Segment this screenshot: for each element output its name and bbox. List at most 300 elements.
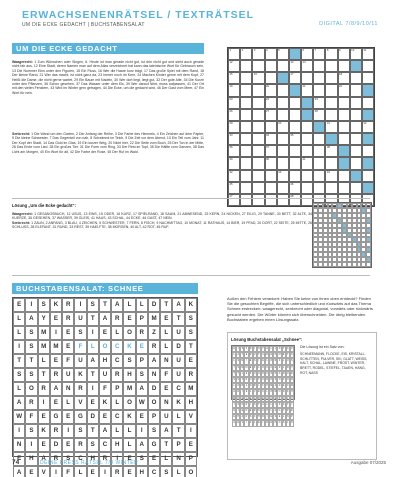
wordsearch-letter[interactable]: D [172,340,184,354]
crossword-cell[interactable] [277,60,289,72]
wordsearch-letter[interactable]: S [185,312,197,326]
crossword-cell[interactable] [277,133,289,145]
wordsearch-letter[interactable]: O [99,340,111,354]
wordsearch-letter[interactable]: E [87,396,99,410]
crossword-cell[interactable] [338,109,350,121]
wordsearch-letter[interactable]: T [172,312,184,326]
wordsearch-letter[interactable]: A [160,424,172,438]
wordsearch-letter[interactable]: R [38,382,50,396]
wordsearch-letter[interactable]: I [99,466,111,477]
wordsearch-letter[interactable]: L [123,298,135,312]
crossword-cell[interactable] [350,157,362,169]
crossword-cell[interactable] [252,72,264,84]
wordsearch-letter[interactable]: N [62,382,74,396]
wordsearch-letter[interactable]: E [160,382,172,396]
crossword-cell[interactable] [265,97,277,109]
wordsearch-letter[interactable]: L [13,326,25,340]
crossword-cell[interactable] [289,121,301,133]
wordsearch-letter[interactable]: N [148,368,160,382]
wordsearch-letter[interactable]: A [136,382,148,396]
crossword-cell[interactable] [252,182,264,194]
crossword-cell[interactable] [338,97,350,109]
crossword-cell[interactable] [325,182,337,194]
crossword-cell[interactable] [301,157,313,169]
wordsearch-letter[interactable]: R [62,312,74,326]
crossword-cell[interactable] [265,48,277,60]
wordsearch-letter[interactable]: P [185,452,197,466]
wordsearch-letter[interactable]: P [136,354,148,368]
crossword-cell[interactable] [350,121,362,133]
wordsearch-letter[interactable]: L [160,340,172,354]
wordsearch-letter[interactable]: G [148,438,160,452]
wordsearch-letter[interactable]: I [74,298,86,312]
wordsearch-letter[interactable]: E [50,312,62,326]
wordsearch-letter[interactable]: M [185,382,197,396]
wordsearch-letter[interactable]: K [50,298,62,312]
wordsearch-letter[interactable]: T [185,340,197,354]
crossword-cell[interactable] [289,133,301,145]
crossword-cell[interactable] [252,133,264,145]
crossword-cell[interactable] [289,145,301,157]
crossword-cell[interactable] [313,72,325,84]
crossword-cell[interactable] [240,157,252,169]
wordsearch-letter[interactable]: A [136,438,148,452]
crossword-cell[interactable] [277,170,289,182]
crossword-cell[interactable] [362,97,374,109]
wordsearch-letter[interactable]: O [123,396,135,410]
wordsearch-letter[interactable]: H [87,452,99,466]
wordsearch-letter[interactable]: D [148,382,160,396]
crossword-cell[interactable] [313,84,325,96]
wordsearch-letter[interactable]: F [62,354,74,368]
wordsearch-letter[interactable]: U [99,368,111,382]
wordsearch-letter[interactable]: L [111,424,123,438]
wordsearch-letter[interactable]: R [148,340,160,354]
wordsearch-letter[interactable]: I [25,298,37,312]
wordsearch-letter[interactable]: V [38,466,50,477]
wordsearch-letter[interactable]: U [160,410,172,424]
wordsearch-letter[interactable]: A [87,354,99,368]
wordsearch-letter[interactable]: C [74,452,86,466]
crossword-cell[interactable] [240,48,252,60]
crossword-cell[interactable] [265,145,277,157]
crossword-cell[interactable] [228,72,240,84]
wordsearch-letter[interactable]: T [160,438,172,452]
crossword-cell[interactable] [301,84,313,96]
wordsearch-letter[interactable]: N [160,396,172,410]
wordsearch-letter[interactable]: I [38,396,50,410]
wordsearch-letter[interactable]: U [172,354,184,368]
crossword-cell[interactable] [228,121,240,133]
crossword-cell[interactable] [325,170,337,182]
crossword-cell[interactable] [252,170,264,182]
crossword-cell[interactable] [240,182,252,194]
crossword-cell[interactable] [338,60,350,72]
wordsearch-letter[interactable]: P [111,382,123,396]
crossword-cell[interactable] [325,48,337,60]
wordsearch-letter[interactable]: L [123,424,135,438]
wordsearch-letter[interactable]: S [62,452,74,466]
crossword-cell[interactable] [240,97,252,109]
wordsearch-letter[interactable]: C [99,438,111,452]
wordsearch-letter[interactable]: S [13,368,25,382]
crossword-cell[interactable] [228,182,240,194]
wordsearch-letter[interactable]: O [25,382,37,396]
crossword-cell[interactable] [265,121,277,133]
wordsearch-letter[interactable]: R [111,312,123,326]
crossword-cell[interactable] [362,60,374,72]
wordsearch-letter[interactable]: L [62,396,74,410]
wordsearch-letter[interactable]: R [50,452,62,466]
crossword-cell[interactable] [277,48,289,60]
crossword-cell[interactable] [265,72,277,84]
crossword-cell[interactable] [240,194,252,206]
wordsearch-letter[interactable]: E [38,438,50,452]
wordsearch-letter[interactable]: F [160,368,172,382]
wordsearch-letter[interactable]: I [185,424,197,438]
wordsearch-letter[interactable]: L [160,326,172,340]
crossword-cell[interactable] [325,121,337,133]
crossword-cell[interactable] [252,48,264,60]
wordsearch-letter[interactable]: P [172,438,184,452]
wordsearch-letter[interactable]: E [99,326,111,340]
crossword-cell[interactable] [228,145,240,157]
crossword-cell[interactable] [277,145,289,157]
wordsearch-letter[interactable]: E [38,410,50,424]
crossword-cell[interactable] [240,121,252,133]
crossword-cell[interactable] [325,60,337,72]
wordsearch-letter[interactable]: H [136,466,148,477]
wordsearch-letter[interactable]: E [185,354,197,368]
wordsearch-letter[interactable]: Z [148,326,160,340]
crossword-cell[interactable] [362,48,374,60]
wordsearch-letter[interactable]: L [87,340,99,354]
wordsearch-letter[interactable]: E [13,452,25,466]
wordsearch-letter[interactable]: S [25,326,37,340]
wordsearch-letter[interactable]: F [62,466,74,477]
wordsearch-letter[interactable]: R [50,424,62,438]
crossword-cell[interactable] [265,84,277,96]
crossword-cell[interactable] [301,182,313,194]
wordsearch-letter[interactable]: E [25,466,37,477]
crossword-cell[interactable] [325,157,337,169]
wordsearch-letter[interactable]: C [148,466,160,477]
crossword-cell[interactable] [301,72,313,84]
wordsearch-letter[interactable]: E [148,452,160,466]
wordsearch-letter[interactable]: E [123,466,135,477]
wordsearch-letter[interactable]: R [62,298,74,312]
crossword-cell[interactable] [277,157,289,169]
wordsearch-letter[interactable]: G [50,410,62,424]
wordsearch-letter[interactable]: E [62,340,74,354]
crossword-cell[interactable] [350,133,362,145]
wordsearch-letter[interactable]: E [136,340,148,354]
wordsearch-letter[interactable]: A [38,452,50,466]
crossword-cell[interactable] [350,145,362,157]
wordsearch-letter[interactable]: A [13,466,25,477]
wordsearch-letter[interactable]: C [111,354,123,368]
wordsearch-letter[interactable]: E [62,326,74,340]
wordsearch-letter[interactable]: S [74,326,86,340]
wordsearch-letter[interactable]: K [172,396,184,410]
wordsearch-letter[interactable]: E [62,410,74,424]
crossword-cell[interactable] [338,72,350,84]
wordsearch-letter[interactable]: L [13,382,25,396]
wordsearch-letter[interactable]: R [111,466,123,477]
wordsearch-letter[interactable]: S [148,424,160,438]
crossword-cell[interactable] [277,109,289,121]
crossword-cell[interactable] [240,60,252,72]
wordsearch-letter[interactable]: S [25,368,37,382]
crossword-cell[interactable] [338,133,350,145]
wordsearch-letter[interactable]: K [123,340,135,354]
wordsearch-letter[interactable]: N [160,354,172,368]
crossword-cell[interactable] [265,133,277,145]
crossword-cell[interactable] [277,121,289,133]
crossword-cell[interactable] [277,182,289,194]
crossword-cell[interactable] [313,157,325,169]
wordsearch-letter[interactable]: K [38,424,50,438]
wordsearch-letter[interactable]: A [111,298,123,312]
crossword-cell[interactable] [338,84,350,96]
wordsearch-letter[interactable]: I [13,424,25,438]
crossword-cell[interactable] [350,182,362,194]
crossword-cell[interactable] [301,121,313,133]
crossword-cell[interactable] [313,182,325,194]
crossword-cell[interactable] [338,48,350,60]
wordsearch-letter[interactable]: S [25,340,37,354]
wordsearch-letter[interactable]: O [148,396,160,410]
wordsearch-letter[interactable]: Y [38,312,50,326]
crossword-cell[interactable] [338,121,350,133]
crossword-cell[interactable] [362,121,374,133]
crossword-cell[interactable] [350,48,362,60]
wordsearch-letter[interactable]: L [111,396,123,410]
crossword-grid[interactable] [227,47,375,207]
wordsearch-letter[interactable]: R [136,326,148,340]
wordsearch-letter[interactable]: H [99,354,111,368]
wordsearch-letter[interactable]: U [74,312,86,326]
crossword-cell[interactable] [228,157,240,169]
wordsearch-letter[interactable]: T [87,424,99,438]
wordsearch-letter[interactable]: I [111,452,123,466]
wordsearch-letter[interactable]: S [38,298,50,312]
wordsearch-letter[interactable]: S [87,438,99,452]
wordsearch-letter[interactable]: L [136,298,148,312]
wordsearch-letter[interactable]: V [185,410,197,424]
crossword-cell[interactable] [289,97,301,109]
wordsearch-letter[interactable]: A [172,298,184,312]
crossword-cell[interactable] [228,133,240,145]
crossword-cell[interactable] [313,48,325,60]
wordsearch-letter[interactable]: N [13,438,25,452]
crossword-cell[interactable] [252,121,264,133]
crossword-cell[interactable] [313,145,325,157]
wordsearch-letter[interactable]: T [99,298,111,312]
wordsearch-letter[interactable]: K [99,396,111,410]
crossword-cell[interactable] [252,194,264,206]
crossword-cell[interactable] [277,97,289,109]
crossword-cell[interactable] [325,109,337,121]
wordsearch-letter[interactable]: T [160,298,172,312]
crossword-cell[interactable] [240,170,252,182]
wordsearch-letter[interactable]: S [160,466,172,477]
wordsearch-letter[interactable]: C [111,340,123,354]
crossword-cell[interactable] [350,109,362,121]
crossword-cell[interactable] [228,170,240,182]
wordsearch-letter[interactable]: D [50,438,62,452]
wordsearch-letter[interactable]: I [62,424,74,438]
crossword-cell[interactable] [301,170,313,182]
crossword-cell[interactable] [240,109,252,121]
wordsearch-letter[interactable]: L [160,452,172,466]
wordsearch-letter[interactable]: O [185,466,197,477]
crossword-cell[interactable] [325,84,337,96]
wordsearch-letter[interactable]: T [25,354,37,368]
crossword-cell[interactable] [362,72,374,84]
wordsearch-letter[interactable]: U [74,354,86,368]
crossword-cell[interactable] [265,194,277,206]
wordsearch-letter[interactable]: L [123,438,135,452]
wordsearch-letter[interactable]: E [13,298,25,312]
wordsearch-letter[interactable]: M [38,340,50,354]
crossword-cell[interactable] [240,133,252,145]
wordsearch-letter[interactable]: A [13,396,25,410]
wordsearch-letter[interactable]: K [123,410,135,424]
wordsearch-letter[interactable]: U [172,368,184,382]
wordsearch-letter[interactable]: D [87,410,99,424]
wordsearch-letter[interactable]: C [111,410,123,424]
wordsearch-letter[interactable]: S [87,298,99,312]
crossword-cell[interactable] [289,170,301,182]
wordsearch-letter[interactable]: R [25,396,37,410]
wordsearch-letter[interactable]: V [74,396,86,410]
wordsearch-letter[interactable]: O [123,326,135,340]
crossword-cell[interactable] [289,194,301,206]
crossword-cell[interactable] [265,170,277,182]
wordsearch-letter[interactable]: W [13,410,25,424]
wordsearch-letter[interactable]: M [50,340,62,354]
crossword-cell[interactable] [228,97,240,109]
crossword-cell[interactable] [289,72,301,84]
wordsearch-letter[interactable]: D [148,298,160,312]
wordsearch-letter[interactable]: H [123,368,135,382]
crossword-cell[interactable] [228,60,240,72]
crossword-cell[interactable] [301,60,313,72]
wordsearch-letter[interactable]: E [87,466,99,477]
crossword-cell[interactable] [265,60,277,72]
wordsearch-letter[interactable]: F [99,382,111,396]
wordsearch-letter[interactable]: E [123,452,135,466]
wordsearch-letter[interactable]: S [123,354,135,368]
wordsearch-letter[interactable]: T [172,424,184,438]
wordsearch-letter[interactable]: U [172,326,184,340]
crossword-cell[interactable] [338,182,350,194]
wordsearch-letter[interactable]: A [25,312,37,326]
wordsearch-letter[interactable]: H [185,396,197,410]
crossword-cell[interactable] [313,109,325,121]
crossword-cell[interactable] [265,109,277,121]
crossword-cell[interactable] [325,72,337,84]
wordsearch-letter[interactable]: S [136,368,148,382]
crossword-cell[interactable] [277,194,289,206]
crossword-cell[interactable] [240,145,252,157]
crossword-cell[interactable] [252,109,264,121]
crossword-cell[interactable] [252,84,264,96]
crossword-cell[interactable] [325,145,337,157]
wordsearch-letter[interactable]: L [38,354,50,368]
wordsearch-letter[interactable]: K [185,298,197,312]
crossword-cell[interactable] [289,182,301,194]
crossword-cell[interactable] [362,145,374,157]
wordsearch-letter[interactable]: H [111,438,123,452]
crossword-cell[interactable] [277,84,289,96]
wordsearch-letter[interactable]: E [99,410,111,424]
wordsearch-letter[interactable]: R [74,382,86,396]
wordsearch-letter[interactable]: M [123,382,135,396]
wordsearch-letter[interactable]: P [148,410,160,424]
wordsearch-letter[interactable]: T [38,368,50,382]
wordsearch-letter[interactable]: A [99,424,111,438]
wordsearch-letter[interactable]: I [136,424,148,438]
wordsearch-letter[interactable]: L [13,312,25,326]
crossword-cell[interactable] [301,133,313,145]
wordsearch-letter[interactable]: I [13,340,25,354]
wordsearch-letter[interactable]: R [111,368,123,382]
crossword-cell[interactable] [252,145,264,157]
wordsearch-letter[interactable]: L [74,466,86,477]
crossword-cell[interactable] [240,72,252,84]
wordsearch-letter[interactable]: T [13,354,25,368]
wordsearch-letter[interactable]: K [74,368,86,382]
wordsearch-letter[interactable]: P [136,312,148,326]
crossword-cell[interactable] [350,72,362,84]
wordsearch-letter[interactable]: E [136,410,148,424]
crossword-cell[interactable] [338,170,350,182]
wordsearch-letter[interactable]: E [160,312,172,326]
crossword-cell[interactable] [289,157,301,169]
crossword-cell[interactable] [313,170,325,182]
wordsearch-letter[interactable]: E [50,354,62,368]
wordsearch-letter[interactable]: E [185,438,197,452]
wordsearch-letter[interactable]: I [87,326,99,340]
wordsearch-letter[interactable]: S [25,424,37,438]
wordsearch-letter[interactable]: M [38,326,50,340]
wordsearch-letter[interactable]: E [50,396,62,410]
wordsearch-letter[interactable]: M [148,312,160,326]
wordsearch-letter[interactable]: F [25,410,37,424]
wordsearch-letter[interactable]: R [99,452,111,466]
crossword-cell[interactable] [265,182,277,194]
wordsearch-letter[interactable]: W [136,396,148,410]
wordsearch-letter[interactable]: I [50,466,62,477]
wordsearch-letter[interactable]: S [136,452,148,466]
wordsearch-letter[interactable]: A [148,354,160,368]
wordsearch-letter[interactable]: C [172,382,184,396]
wordsearch-letter[interactable]: E [123,312,135,326]
wordsearch-letter[interactable]: R [50,368,62,382]
crossword-cell[interactable] [252,97,264,109]
crossword-cell[interactable] [252,60,264,72]
wordsearch-letter[interactable]: G [74,410,86,424]
wordsearch-letter[interactable]: R [185,368,197,382]
crossword-cell[interactable] [313,60,325,72]
crossword-cell[interactable] [350,97,362,109]
wordsearch-letter[interactable]: L [172,466,184,477]
wordsearch-letter[interactable]: N [172,452,184,466]
wordsearch-letter[interactable]: I [25,438,37,452]
crossword-cell[interactable] [289,109,301,121]
